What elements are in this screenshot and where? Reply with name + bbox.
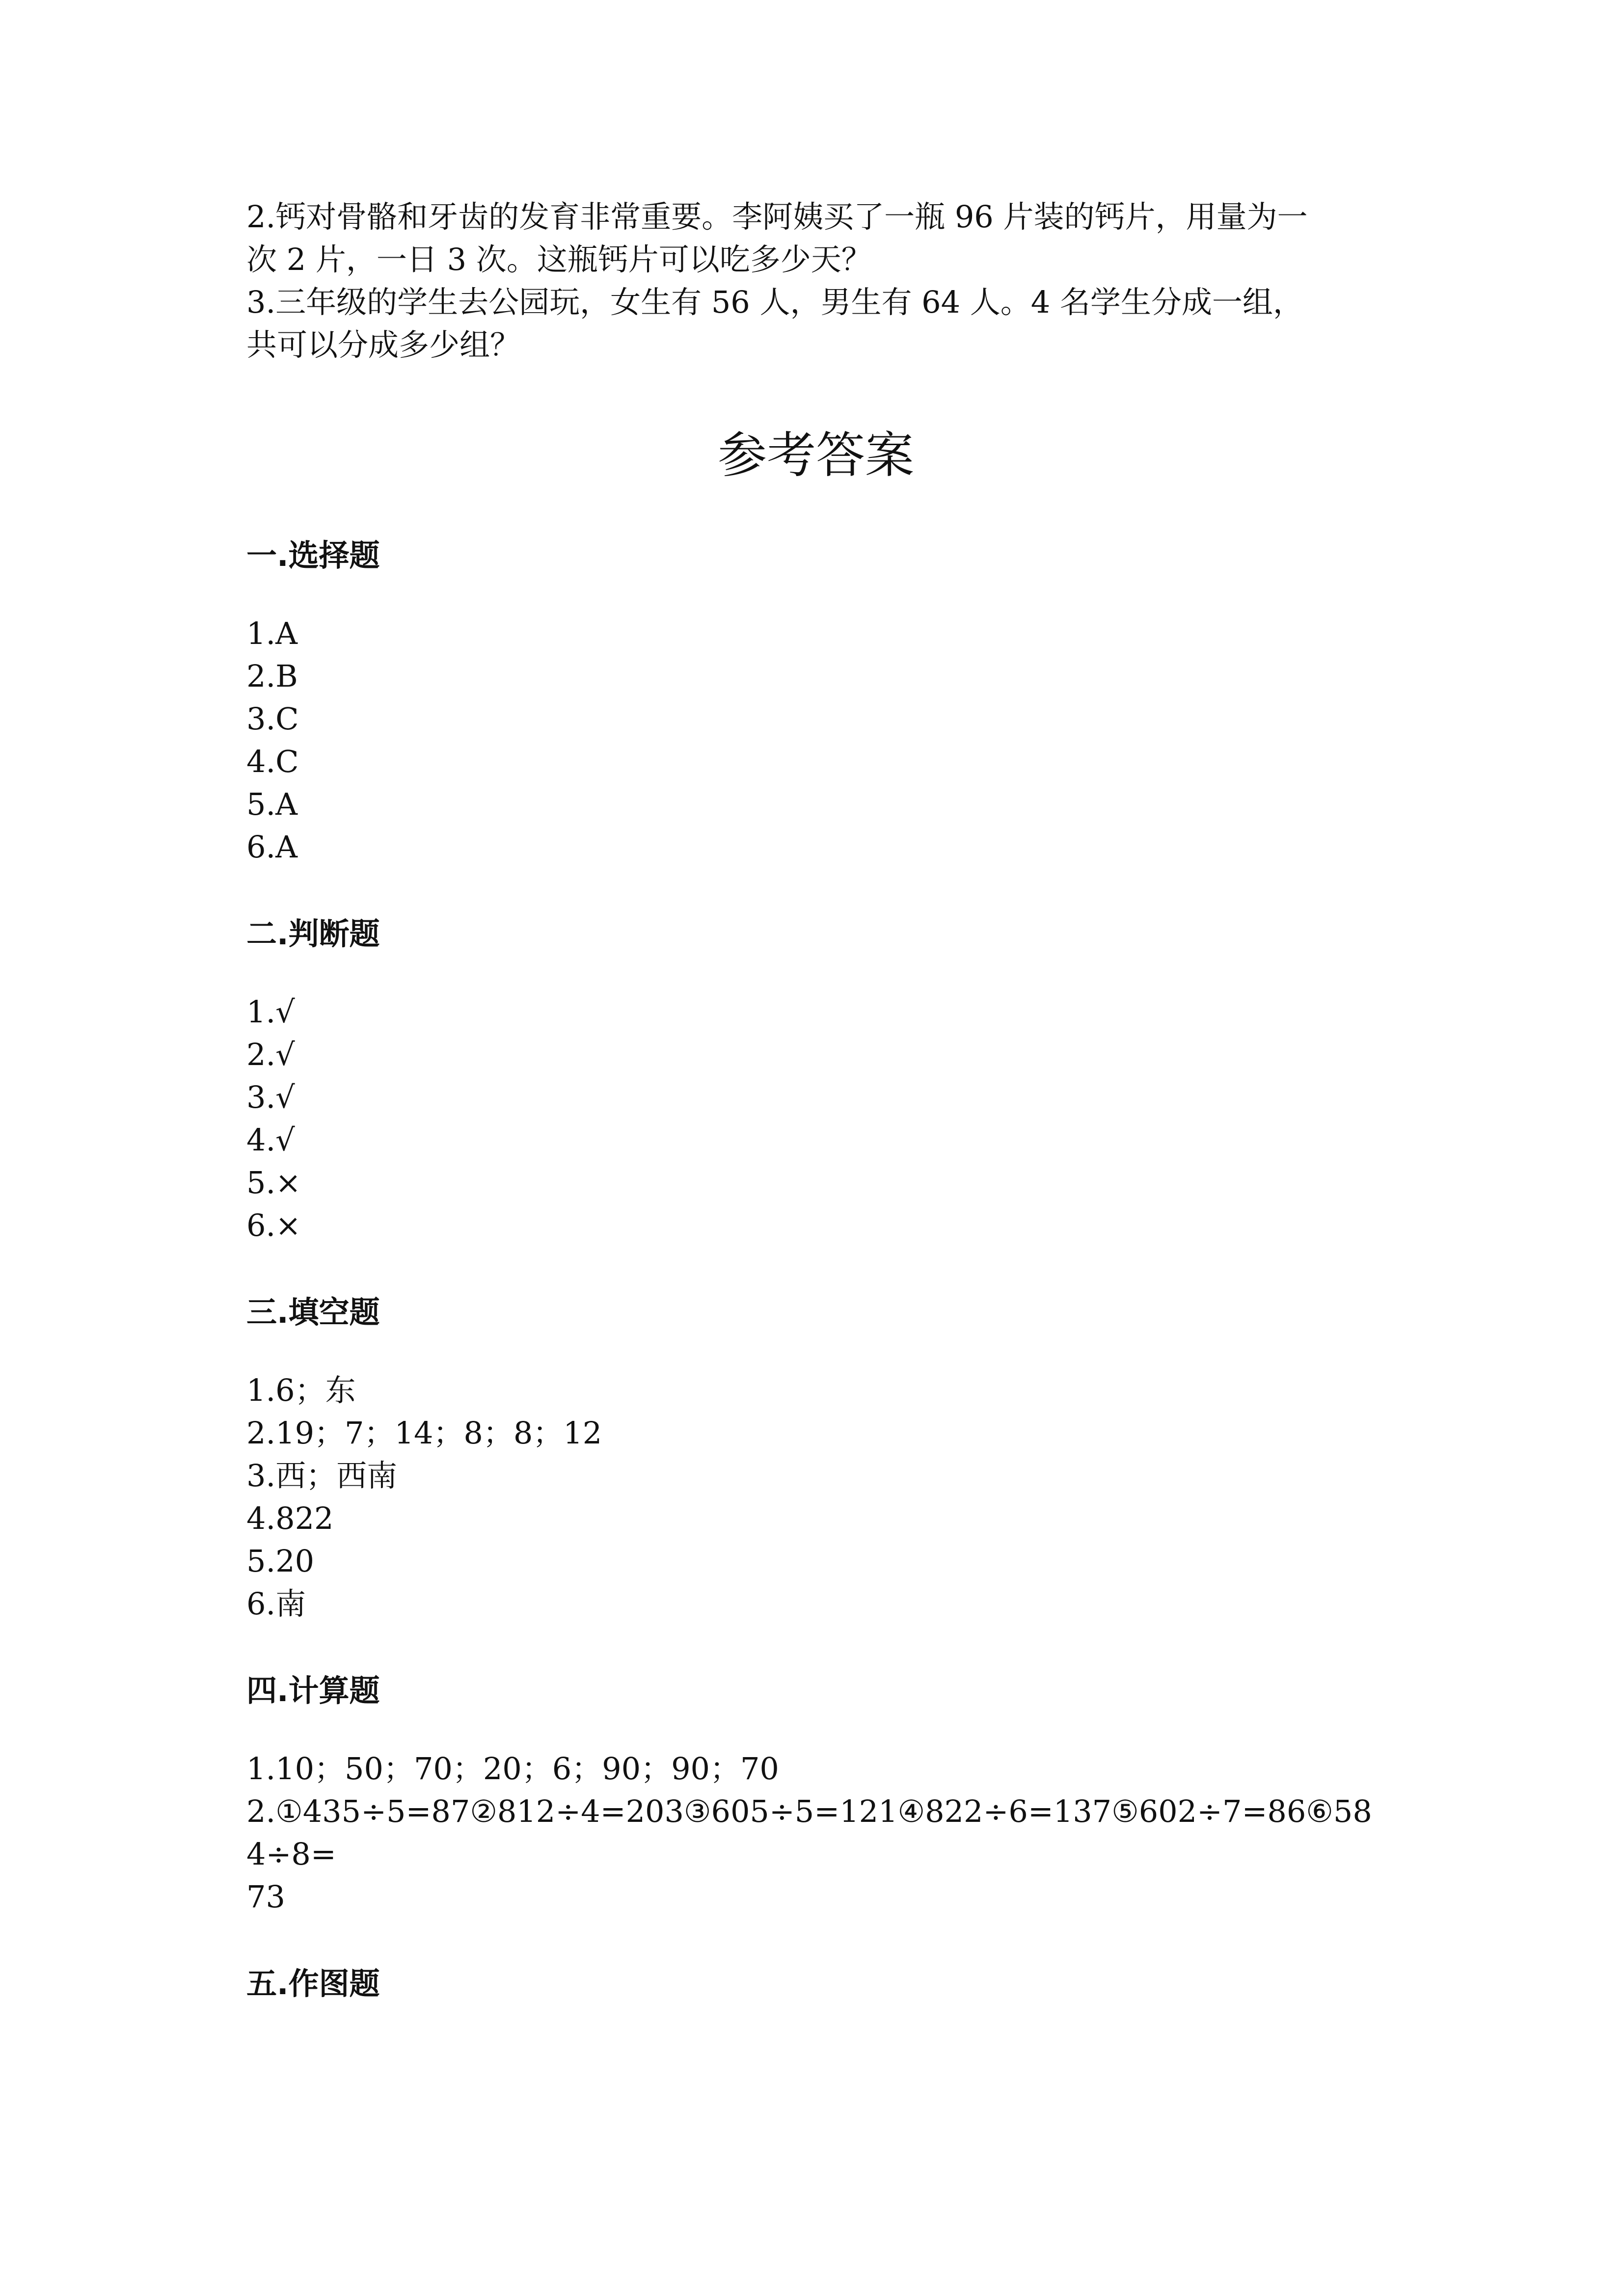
section-heading: 三.填空题 xyxy=(246,1294,380,1330)
section-heading: 一.选择题 xyxy=(246,537,380,573)
answer-item: 3.√ xyxy=(246,1079,295,1115)
section-calculation xyxy=(246,1669,1385,1918)
answer-item: 5.A xyxy=(246,786,298,822)
answer-item: 3.C xyxy=(246,701,299,737)
problem-text-line: 3.三年级的学生去公园玩，女生有 56 人，男生有 64 人。4 名学生分成一组， xyxy=(246,284,1303,320)
answer-list xyxy=(246,1747,1385,1918)
section-drawing xyxy=(246,1962,1385,2005)
problem-text-line: 共可以分成多少组？ xyxy=(246,327,521,363)
answer-item: 3.西；西南 xyxy=(246,1458,398,1494)
section-heading: 五.作图题 xyxy=(246,1966,380,2002)
answer-item: 4.√ xyxy=(246,1122,295,1158)
answer-list xyxy=(246,612,1385,868)
answer-item: 6.× xyxy=(246,1207,301,1243)
document-content xyxy=(246,195,1385,2049)
answer-item: 4.C xyxy=(246,744,299,779)
answer-item: 73 xyxy=(246,1879,285,1915)
section-multiple-choice xyxy=(246,534,1385,868)
answer-item: 2.①435÷5=87②812÷4=203③605÷5=121④822÷6=137⑤602÷7=86⑥584÷8= xyxy=(246,1793,1372,1872)
answer-item: 1.10；50；70；20；6；90；90；70 xyxy=(246,1751,779,1787)
section-true-false xyxy=(246,912,1385,1247)
problem-block xyxy=(246,195,1385,366)
answer-item: 5.× xyxy=(246,1165,301,1201)
answer-item: 5.20 xyxy=(246,1543,315,1579)
answer-item: 2.√ xyxy=(246,1037,295,1072)
answer-item: 1.6；东 xyxy=(246,1372,356,1408)
problem-text-line: 2.钙对骨骼和牙齿的发育非常重要。李阿姨买了一瓶 96 片装的钙片，用量为一 xyxy=(246,199,1308,235)
answer-item: 4.822 xyxy=(246,1500,334,1536)
section-heading: 二.判断题 xyxy=(246,916,380,952)
section-fill-in xyxy=(246,1291,1385,1625)
answer-title: 参考答案 xyxy=(718,427,914,484)
answer-item: 6.A xyxy=(246,829,298,865)
answer-item: 1.A xyxy=(246,615,298,651)
answer-item: 2.B xyxy=(246,658,298,694)
problem-text-line: 次 2 片，一日 3 次。这瓶钙片可以吃多少天？ xyxy=(246,241,872,277)
answer-item: 6.南 xyxy=(246,1586,306,1622)
answer-item: 2.19；7；14；8；8；12 xyxy=(246,1415,602,1451)
answer-list xyxy=(246,1369,1385,1625)
section-heading: 四.计算题 xyxy=(246,1673,380,1709)
answer-item: 1.√ xyxy=(246,994,295,1030)
answer-list xyxy=(246,990,1385,1247)
